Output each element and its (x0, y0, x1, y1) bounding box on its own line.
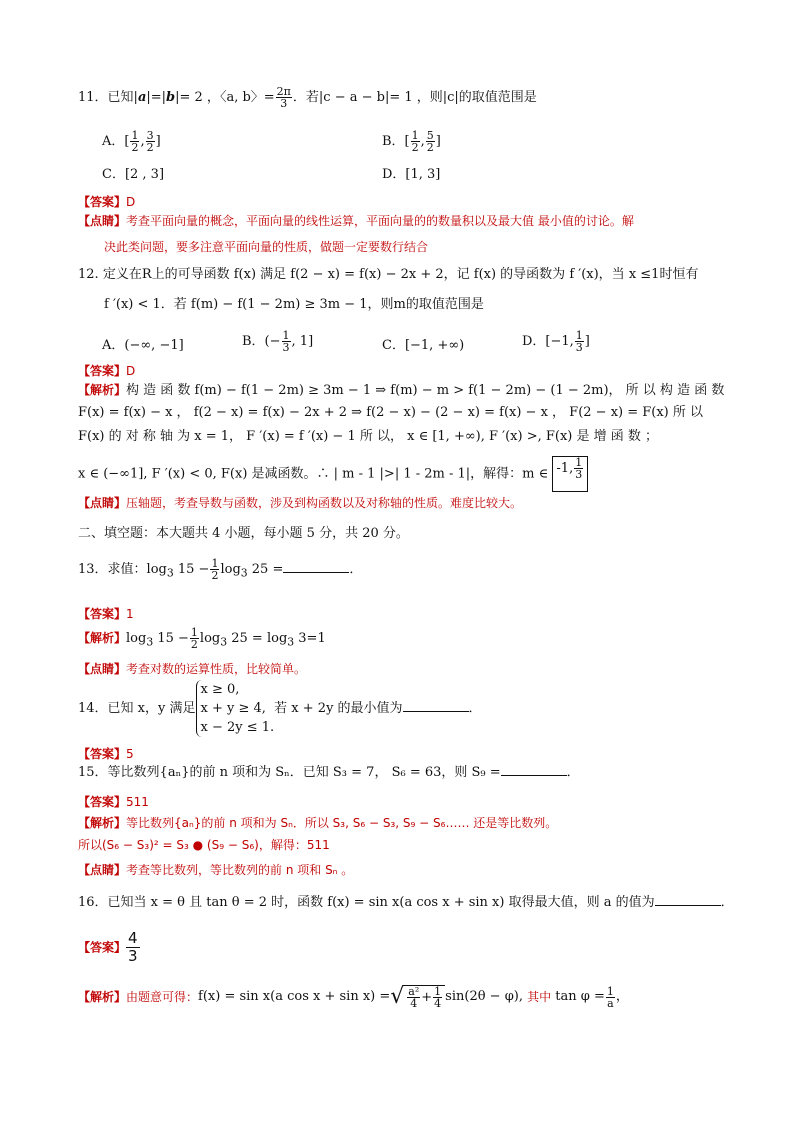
q16-answer: 【答案】 $\frac{4}{3}$ (78, 929, 138, 965)
q15-answer: 【答案】511 (78, 795, 149, 809)
constraint-system: x ≥ 0, x + y ≥ 4, x − 2y ≤ 1. (196, 680, 275, 737)
answer-blank (501, 763, 567, 776)
q11-option-d: D．[1, 3] (382, 167, 441, 182)
q12-analysis-3: F(x) 的 对 称 轴 为 x = 1， F ′(x) = f ′(x) − 1 所 以， x ∈ [1, +∞), F ′(x) >, F(x) 是 增 函 数 ； (78, 429, 659, 444)
answer-fraction: $\frac{4}{3}$ (128, 929, 138, 965)
q12-option-c: C．[−1, +∞) (382, 338, 465, 353)
q14-stem: 14．已知 x，y 满足 x ≥ 0, x + y ≥ 4, x − 2y ≤ 1. 若 x + 2y 的最小值为 ． (78, 682, 482, 735)
answer-blank (283, 560, 349, 573)
q12-option-d: D．[−1, $\frac{1}{3}$ ] (522, 329, 590, 354)
q11-note-cont: 决此类问题，要多注意平面向量的性质，做题一定要数行结合 (104, 240, 429, 254)
q11-option-b: B．[ $\frac{1}{2}$ , $\frac{5}{2}$ ] (382, 129, 441, 154)
interval-bracket: -1, $\frac{1}{3}$ (552, 456, 588, 492)
q11-note: 【点睛】考查平面向量的概念，平面向量的线性运算，平面向量的的数量积以及最大值 最小值的讨论。解 (78, 214, 634, 228)
q16-stem: 16．已知当 x = θ 且 tan θ = 2 时，函数 f(x) = sin x(a cos x + sin x) 取得最大值，则 a 的值为 ． (78, 895, 734, 910)
section-heading: 二、填空题：本大题共 4 小题，每小题 5 分，共 20 分。 (78, 526, 409, 541)
q13-analysis: 【解析】$\log_3 15$ − $\frac{1}{2}$ $\log_3 25 = \log_3 3=1$ (78, 626, 326, 651)
q15-stem: 15．等比数列{aₙ}的前 n 项和为 Sₙ．已知 S₃ = 7， S₆ = 63，则 S₉ = ． (78, 765, 580, 780)
q15-note: 【点睛】考查等比数列，等比数列的前 n 项和 Sₙ 。 (78, 863, 354, 877)
q16-analysis: 【解析】由题意可得：f(x) = sin x(a cos x + sin x) =√ $\frac{\text{a²}}{4}$ + $\frac{1}{4}$ sin(2θ − φ), 其中 tan φ = $\frac{1}{a}$ ， (78, 984, 629, 1010)
q11-answer: 【答案】D (78, 195, 136, 209)
q12-analysis-4: x ∈ (−∞1], F ′(x) < 0, F(x) 是减函数。∴ | m - 1 |>| 1 - 2m - 1|，解得：m ∈ -1, $\frac{1}{3}$ (78, 456, 588, 492)
q12-stem-cont: f ′(x) < 1．若 f(m) − f(1 − 2m) ≥ 3m − 1，则m的取值范围是 (104, 297, 484, 312)
q12-option-b: B．(− $\frac{1}{3}$ , 1] (242, 329, 314, 354)
q12-analysis-1: 【解析】构 造 函 数 f(m) − f(1 − 2m) ≥ 3m − 1 ⇒ f(m) − m > f(1 − 2m) − (1 − 2m)， 所 以 构 造 函 数 (78, 383, 725, 398)
answer-blank (655, 893, 721, 906)
q12-stem: 12. 定义在R上的可导函数 f(x) 满足 f(2 − x) = f(x) − 2x + 2，记 f(x) 的导函数为 f ′(x)，当 x ≤1时恒有 (78, 267, 699, 282)
square-root: $\frac{\text{a²}}{4}$ + $\frac{1}{4}$ (404, 985, 445, 1009)
q13-stem: 13．求值：$\log_3 15$ − $\frac{1}{2}$ $\log_3 25$ = ． (78, 557, 363, 582)
q14-answer: 【答案】5 (78, 747, 134, 761)
q15-analysis-1: 【解析】等比数列{aₙ}的前 n 项和为 Sₙ．所以 S₃, S₆ − S₃, S₉ − S₆…… 还是等比数列。 (78, 816, 558, 830)
q11-option-a: A．[ $\frac{1}{2}$ , $\frac{3}{2}$ ] (102, 129, 161, 154)
q15-analysis-2: 所以(S₆ − S₃)² = S₃ ● (S₉ − S₆)，解得：511 (78, 838, 330, 852)
q13-answer: 【答案】1 (78, 607, 134, 621)
q11-option-c: C．[2 , 3] (102, 167, 165, 182)
q11-stem: 11．已知|a|=|b|= 2 ，〈a, b〉= $\frac{2\pi}{3}$ ．若|c − a − b|= 1 ，则|c|的取值范围是 (78, 85, 537, 110)
q12-analysis-2: F(x) = f(x) − x ， f(2 − x) = f(x) − 2x + 2 ⇒ f(2 − x) − (2 − x) = f(x) − x ， F(2 − x) = F(x) 所 以 (78, 405, 704, 420)
fraction: $\frac{2\pi}{3}$ (276, 85, 291, 110)
q12-option-a: A．(−∞, −1] (102, 338, 184, 353)
answer-blank (403, 699, 469, 712)
q13-note: 【点睛】考查对数的运算性质，比较简单。 (78, 662, 307, 676)
q12-answer: 【答案】D (78, 364, 136, 378)
q12-note: 【点睛】压轴题，考查导数与函数，涉及到构函数以及对称轴的性质。难度比较大。 (78, 496, 523, 510)
